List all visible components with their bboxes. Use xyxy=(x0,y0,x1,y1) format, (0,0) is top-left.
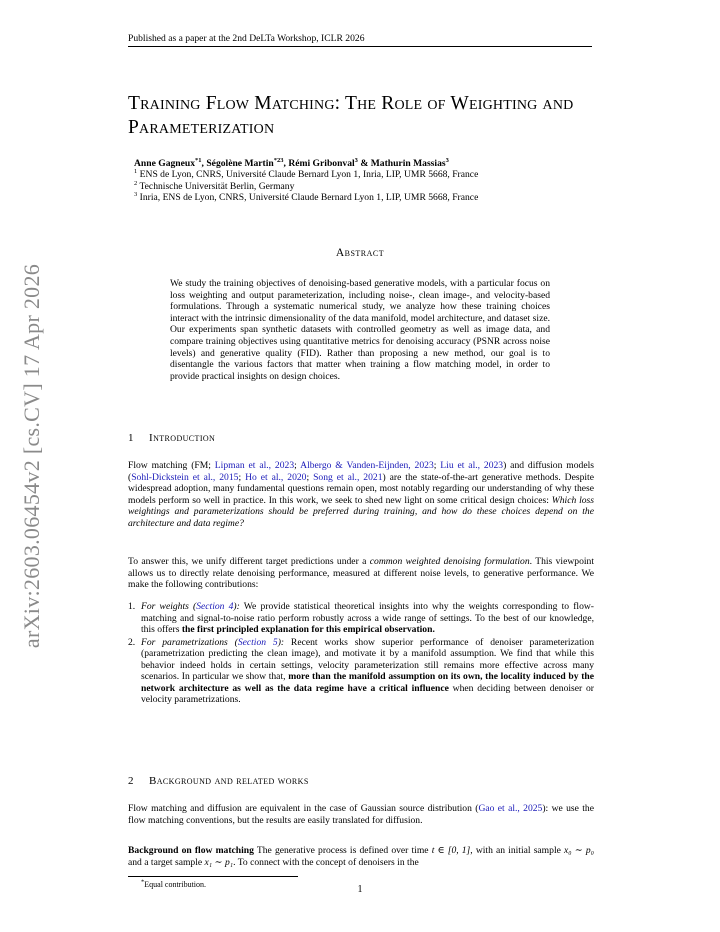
footnote: *Equal contribution. xyxy=(141,878,207,889)
arxiv-stamp xyxy=(20,256,44,656)
paper-title: Training Flow Matching: The Role of Weighting and Parameterization xyxy=(128,93,574,138)
affiliation-line: $^3$ Inria, ENS de Lyon, CNRS, Université Claude Bernard Lyon 1, LIP, UMR 5668, France xyxy=(134,190,479,203)
abstract-text: We study the training objectives of denoising-based generative models, with a particular focus on loss weighting and output parameterization, including noise-, clean image-, and velocity-based formulations. Through a systematic numerical study, we analyze how these training choices interact with the intrinsic dimensionality of the data manifold, model architecture, and dataset size. Our experiments span synthetic datasets with controlled geometry as well as image data, and compare training objectives using quantitative metrics for denoising accuracy (PSNR across noise levels) and generative quality (FID). Rather than proposing a new method, our goal is to disentangle the various factors that matter when training a flow matching model, in order to provide practical insights on design choices. xyxy=(170,278,550,382)
section-number: 1 xyxy=(128,432,134,444)
footnote-rule xyxy=(128,876,298,877)
page-number: 1 xyxy=(357,884,363,895)
citation-link[interactable]: Liu et al., 2023 xyxy=(440,460,504,471)
header-rule xyxy=(128,46,592,47)
list-item: 2. For parametrizations (Section 5): Recent works show superior performance of denoiser parameterization (parametrization predicting the clean image), and motivate it by a manifold assumption. We find that while this behavior indeed holds in certain settings, velocity parameterization still remains more effective across many scenarios. In particular we show that, more than the manifold assumption on its own, the locality induced by the network architecture as well as the data regime have a critical influence when deciding between denoiser or velocity parametrizations. xyxy=(128,636,594,705)
author-name: Ségolène Martin xyxy=(206,158,274,169)
citation-link[interactable]: Ho et al., 2020 xyxy=(245,471,307,483)
background-paragraph-1: Flow matching and diffusion are equivalent in the case of Gaussian source distribution (Gao et al., 2025): we use the flow matching conventions, but the results are easily translated for diffusion. xyxy=(128,803,594,826)
section-heading-background xyxy=(128,775,598,787)
author-name: Rémi Gribonval xyxy=(288,158,355,169)
citation-link[interactable]: Lipman et al., 2023 xyxy=(214,460,295,471)
section-heading-introduction xyxy=(128,432,598,444)
background-paragraph-2: Background on flow matching The generative process is defined over time t ∈ [0, 1], with an initial sample x₀ ∼ p₀ and a target sample x₁ ∼ p₁. To connect with the concept of denoisers in the xyxy=(128,845,595,868)
abstract-heading: Abstract xyxy=(335,247,385,259)
section-title: Introduction xyxy=(149,432,216,444)
affiliation-line: $^2$ Technische Universität Berlin, Germany xyxy=(134,179,295,192)
citation-link[interactable]: Song et al., 2021 xyxy=(313,471,383,483)
section-title: Background and related works xyxy=(149,775,309,787)
section-link[interactable]: Section 4 xyxy=(196,601,234,612)
intro-paragraph-1: Flow matching (FM; Lipman et al., 2023; Albergo & Vanden-Eijnden, 2023; Liu et al., 2023) and diffusion models (Sohl-Dickstein et al., 2015; Ho et al., 2020; Song et al., 2021) are the state-of-the-art generative methods. Despite widespread adoption, many fundamental questions remain open, most notably regarding our understanding of why these models perform so well in practice. In this work, we seek to shed new light on some critical design choices: Which loss weightings and parameterizations should be preferred during training, and how do these choices depend on the architecture and data regime? xyxy=(128,460,594,529)
affiliation-line: $^1$ ENS de Lyon, CNRS, Université Claude Bernard Lyon 1, Inria, LIP, UMR 5668, France xyxy=(134,168,479,181)
contributions-list xyxy=(128,601,594,707)
author-list: Anne Gagneux$^{*1}$, Ségolène Martin$^{*23}$, Rémi Gribonval$^3$ & Mathurin Massias$^3$ xyxy=(134,156,449,169)
list-item: 1. For weights (Section 4): We provide statistical theoretical insights into why the weights corresponding to flow-matching and signal-to-noise ratio perform robustly across a wide range of settings. To the best of our knowledge, this offers the first principled explanation for this empirical observation. xyxy=(128,601,595,635)
intro-paragraph-2: To answer this, we unify different target predictions under a common weighted denoising formulation. This viewpoint allows us to directly relate denoising performance, measured at different noise levels, to generative performance. We make the following contributions: xyxy=(128,556,595,590)
running-header: Published as a paper at the 2nd DeLTa Workshop, ICLR 2026 xyxy=(128,33,365,44)
citation-link[interactable]: Gao et al., 2025 xyxy=(478,803,543,814)
section-link[interactable]: Section 5 xyxy=(237,636,278,648)
arxiv-stamp-text: arXiv:2603.06454v2 [cs.CV] 17 Apr 2026 xyxy=(19,263,44,649)
author-name: Anne Gagneux xyxy=(134,158,196,169)
paragraph-heading: Background on flow matching xyxy=(128,845,254,856)
citation-link[interactable]: Sohl-Dickstein et al., 2015 xyxy=(131,471,239,483)
section-number: 2 xyxy=(128,775,134,787)
author-name: Mathurin Massias xyxy=(370,158,446,169)
author-block xyxy=(134,158,604,203)
citation-link[interactable]: Albergo & Vanden-Eijnden, 2023 xyxy=(300,460,434,471)
